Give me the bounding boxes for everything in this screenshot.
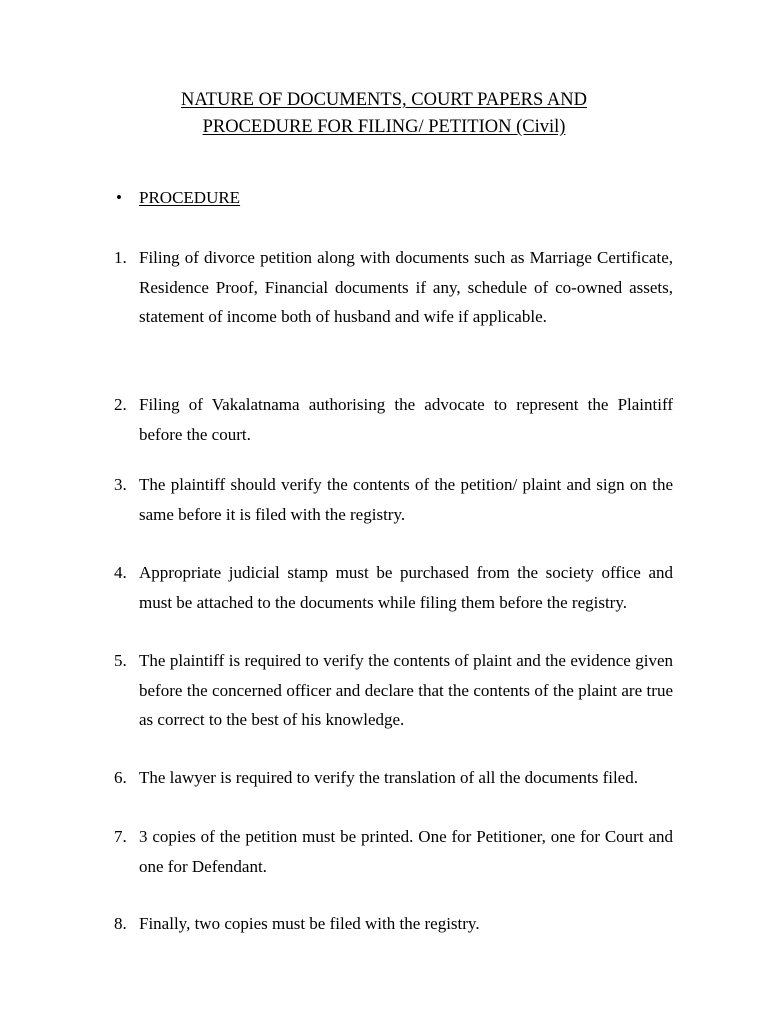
item-text: The plaintiff is required to verify the contents of plaint and the evidence given before the concerned officer and declare that the contents of the plaint are true as correct to the best of his knowledge. [139,651,673,729]
list-item [114,558,673,617]
item-text: The plaintiff should verify the contents of the petition/ plaint and sign on the same before it is filed with the registry. [139,475,673,524]
section-heading: PROCEDURE [139,188,241,207]
list-item [114,470,673,529]
item-text: Appropriate judicial stamp must be purchased from the society office and must be attached to the documents while filing them before the registry. [139,563,673,612]
title-line-1: NATURE OF DOCUMENTS, COURT PAPERS AND [181,90,587,110]
item-text: Filing of Vakalatnama authorising the advocate to represent the Plaintiff before the court. [139,395,673,444]
item-number: 8. [114,914,127,933]
document-title [0,87,768,141]
item-number: 1. [114,248,127,267]
list-item [114,763,673,793]
list-item [114,822,673,881]
item-number: 6. [114,768,127,787]
list-item [114,646,673,735]
item-text: Finally, two copies must be filed with the registry. [139,914,480,933]
item-number: 5. [114,651,127,670]
item-text: The lawyer is required to verify the translation of all the documents filed. [139,768,638,787]
title-line-2: PROCEDURE FOR FILING/ PETITION (Civil) [202,117,566,137]
item-text: Filing of divorce petition along with documents such as Marriage Certificate, Residence Proof, Financial documents if any, schedule of co-owned assets, statement of income both of husband and wife if applicable. [139,248,673,326]
item-number: 3. [114,475,127,494]
item-text: 3 copies of the petition must be printed. One for Petitioner, one for Court and one for Defendant. [139,827,673,876]
item-number: 4. [114,563,127,582]
list-item [114,390,673,449]
list-item [114,909,673,939]
bullet-icon: • [116,188,122,207]
item-number: 2. [114,395,127,414]
list-item [114,243,673,332]
item-number: 7. [114,827,127,846]
